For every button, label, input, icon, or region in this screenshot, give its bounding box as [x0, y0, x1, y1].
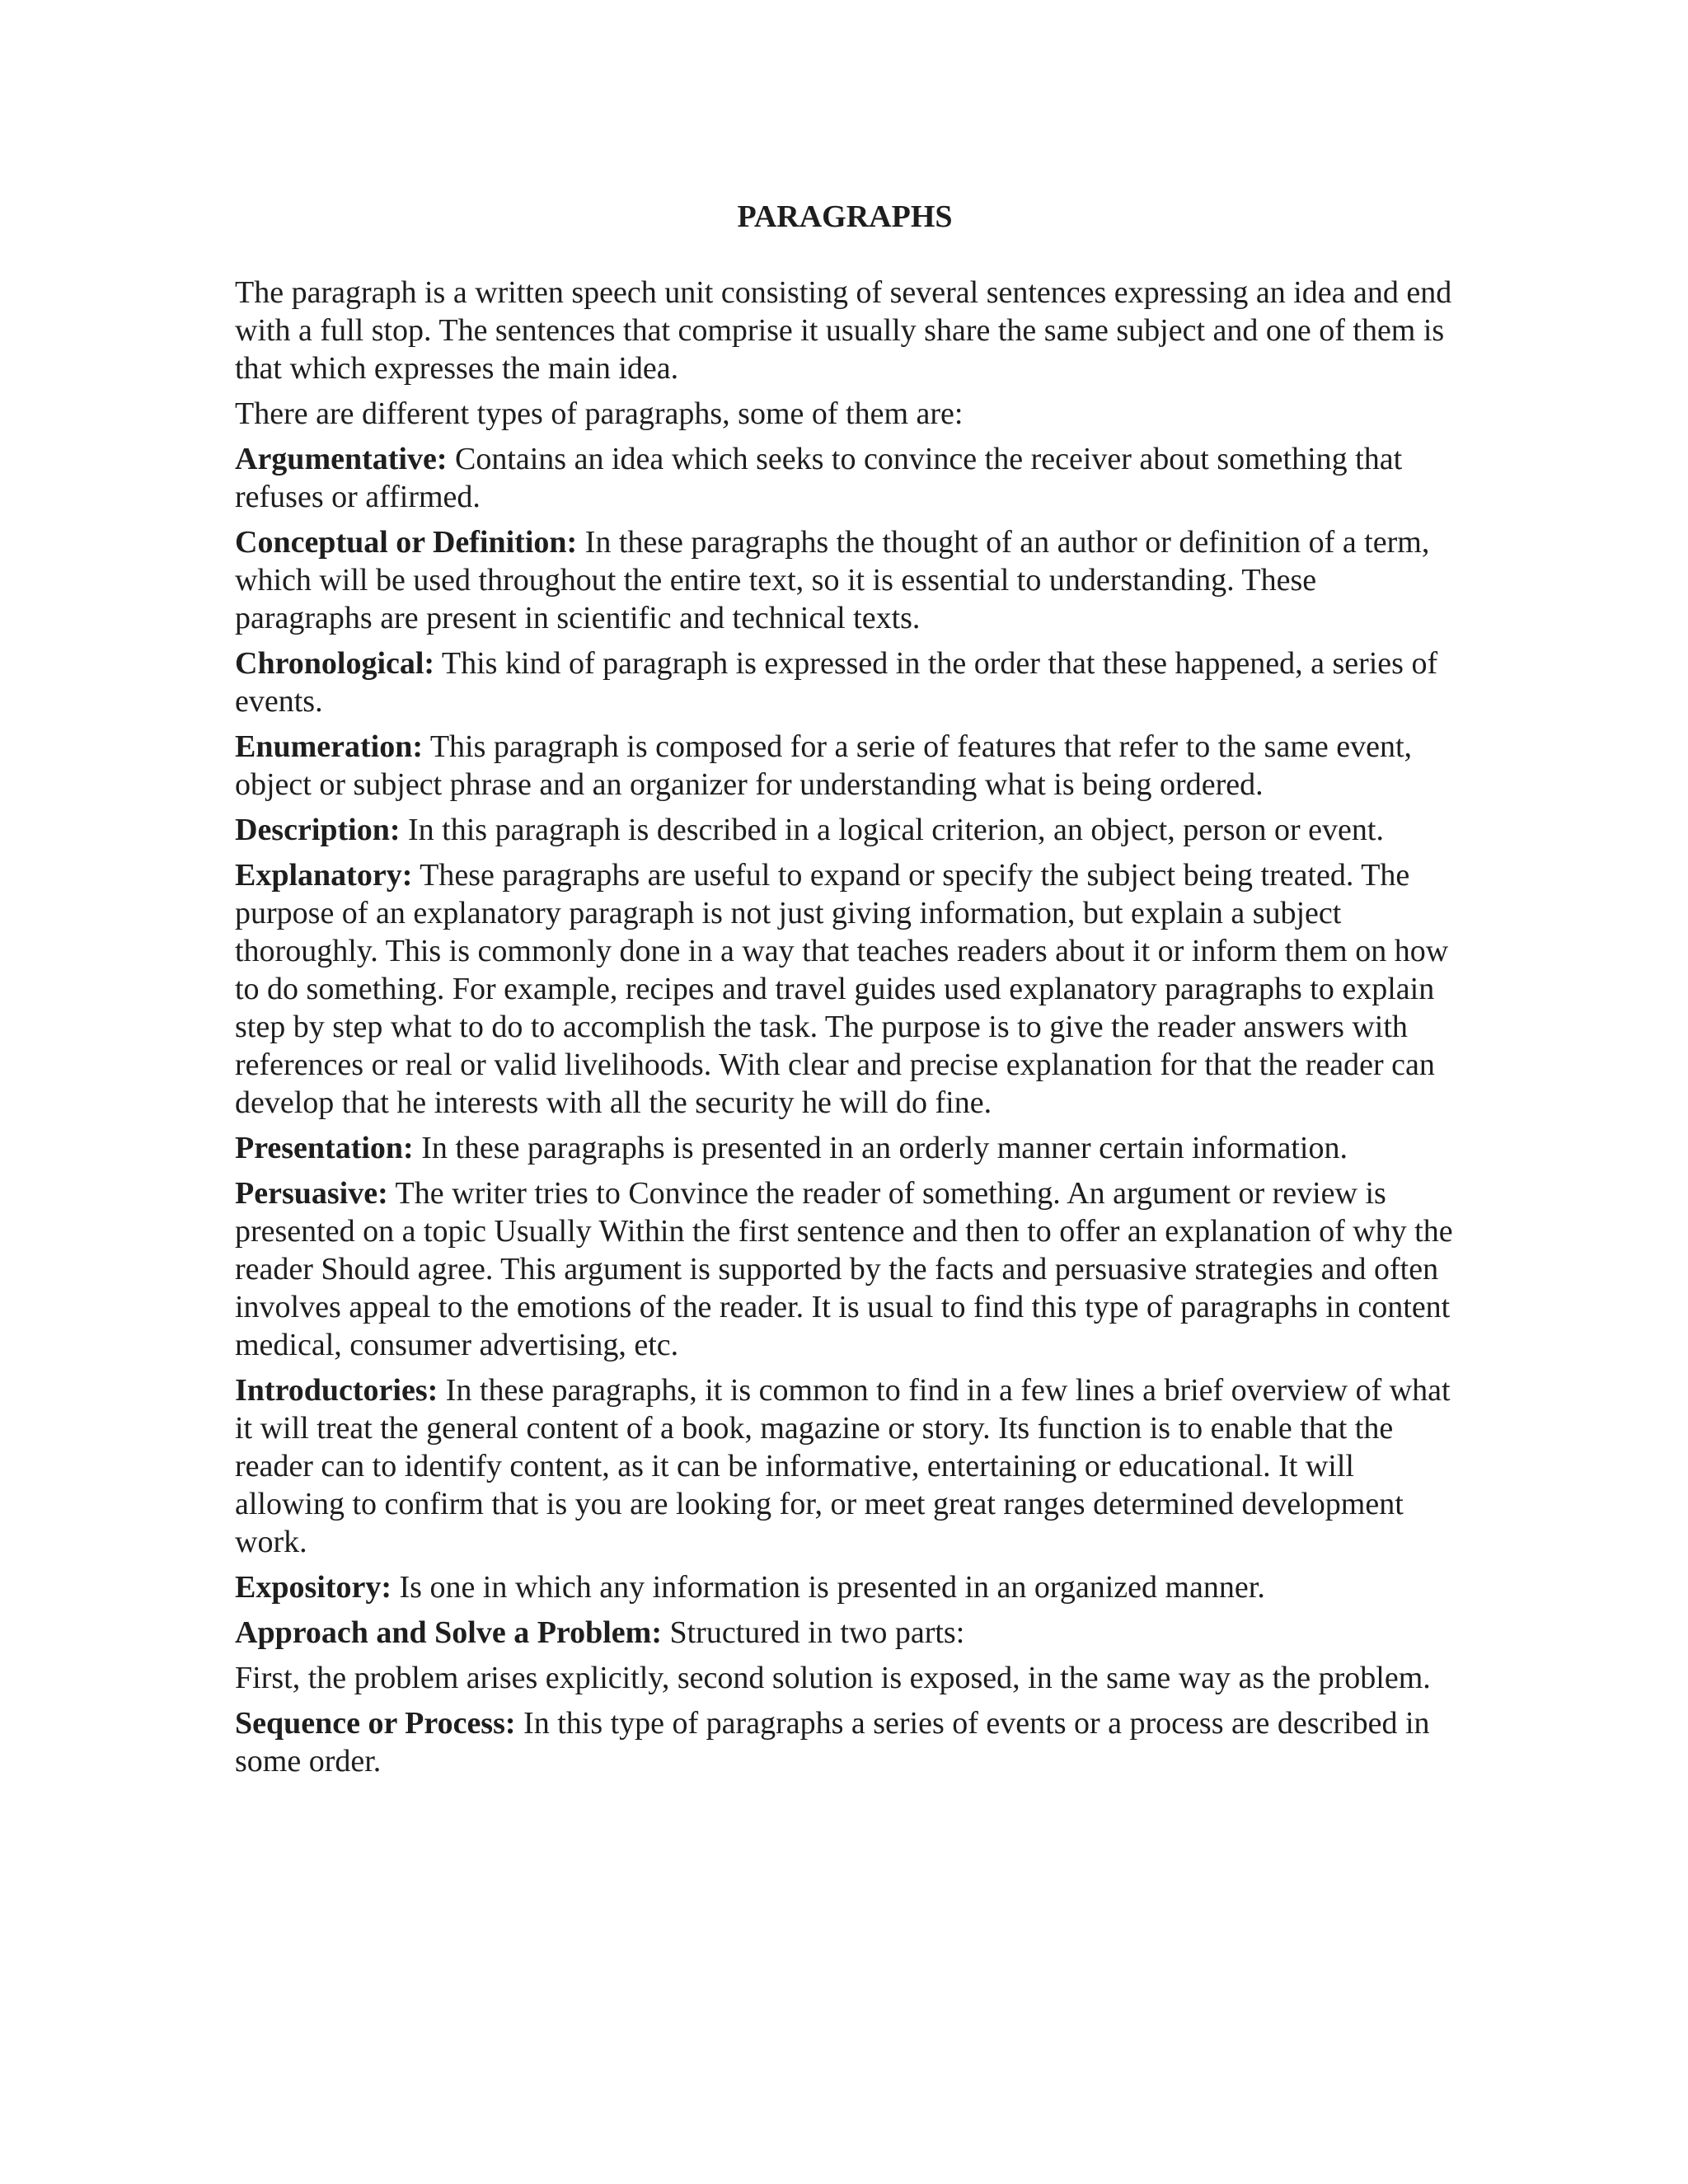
- type-description: In this paragraph is described in a logical criterion, an object, person or event.: [400, 813, 1384, 847]
- type-term: Sequence or Process:: [235, 1706, 516, 1741]
- type-term: Expository:: [235, 1570, 392, 1605]
- paragraph-type-expository: [235, 1568, 1455, 1606]
- type-description: In these paragraphs, it is common to find in a few lines a brief overview of what it will treat the general content of a book, magazine or story. Its function is to enable that the reader can to identify content, as it can be informative, entertaining or educational. It will allowing to confirm that is you are looking for, or meet great ranges determined development work.: [235, 1373, 1451, 1559]
- types-intro-paragraph: There are different types of paragraphs, some of them are:: [235, 396, 964, 431]
- paragraph-type-persuasive: [235, 1174, 1455, 1364]
- type-description: This kind of paragraph is expressed in the order that these happened, a series of events.: [235, 646, 1438, 719]
- type-description: This paragraph is composed for a serie of features that refer to the same event, object or subject phrase and an organizer for understanding what is being ordered.: [235, 729, 1413, 802]
- paragraph-type-explanatory: [235, 856, 1455, 1122]
- intro-paragraph: The paragraph is a written speech unit consisting of several sentences expressing an idea and end with a full stop. The sentences that comprise it usually share the same subject and one of them is that which expresses the main idea.: [235, 275, 1452, 386]
- paragraph-type-problem: [235, 1614, 1455, 1652]
- paragraph-type-conceptual: [235, 523, 1455, 637]
- problem-detail-paragraph: First, the problem arises explicitly, second solution is exposed, in the same way as the problem.: [235, 1661, 1431, 1695]
- paragraph-type-enumeration: [235, 728, 1455, 804]
- type-term: Introductories:: [235, 1373, 438, 1408]
- paragraph-type-presentation: [235, 1129, 1455, 1167]
- type-term: Approach and Solve a Problem:: [235, 1615, 662, 1650]
- paragraph-type-description: [235, 811, 1455, 849]
- type-term: Enumeration:: [235, 729, 423, 764]
- type-term: Persuasive:: [235, 1176, 388, 1211]
- paragraph-type-chronological: [235, 644, 1455, 720]
- type-description: In these paragraphs the thought of an author or definition of a term, which will be used throughout the entire text, so it is essential to understanding. These paragraphs are present in scientific and technical texts.: [235, 525, 1430, 635]
- paragraph-type-argumentative: [235, 440, 1455, 516]
- page-title: PARAGRAPHS: [737, 199, 953, 234]
- type-description: In this type of paragraphs a series of events or a process are described in some order.: [235, 1706, 1430, 1779]
- type-term: Presentation:: [235, 1131, 414, 1165]
- type-description: These paragraphs are useful to expand or specify the subject being treated. The purpose of an explanatory paragraph is not just giving information, but explain a subject thoroughly. This is commonly done in a way that teaches readers about it or inform them on how to do something. For example, recipes and travel guides used explanatory paragraphs to explain step by step what to do to accomplish the task. The purpose is to give the reader answers with references or real or valid livelihoods. With clear and precise explanation for that the reader can develop that he interests with all the security he will do fine.: [235, 858, 1449, 1120]
- type-description: In these paragraphs is presented in an orderly manner certain information.: [413, 1131, 1348, 1165]
- type-term: Argumentative:: [235, 442, 448, 476]
- type-description: Structured in two parts:: [661, 1615, 965, 1650]
- type-term: Conceptual or Definition:: [235, 525, 578, 560]
- paragraph-type-introductories: [235, 1371, 1455, 1561]
- type-description: Contains an idea which seeks to convince the receiver about something that refuses or affirmed.: [235, 442, 1403, 514]
- type-description: The writer tries to Convince the reader of something. An argument or review is presented on a topic Usually Within the first sentence and then to offer an explanation of why the reader Should agree. This argument is supported by the facts and persuasive strategies and often involves appeal to the emotions of the reader. It is usual to find this type of paragraphs in content medical, consumer advertising, etc.: [235, 1176, 1453, 1362]
- type-term: Description:: [235, 813, 401, 847]
- paragraph-type-sequence: [235, 1704, 1455, 1780]
- type-description: Is one in which any information is presented in an organized manner.: [392, 1570, 1265, 1605]
- type-term: Chronological:: [235, 646, 435, 681]
- type-term: Explanatory:: [235, 858, 413, 893]
- document-body: [235, 198, 1455, 1788]
